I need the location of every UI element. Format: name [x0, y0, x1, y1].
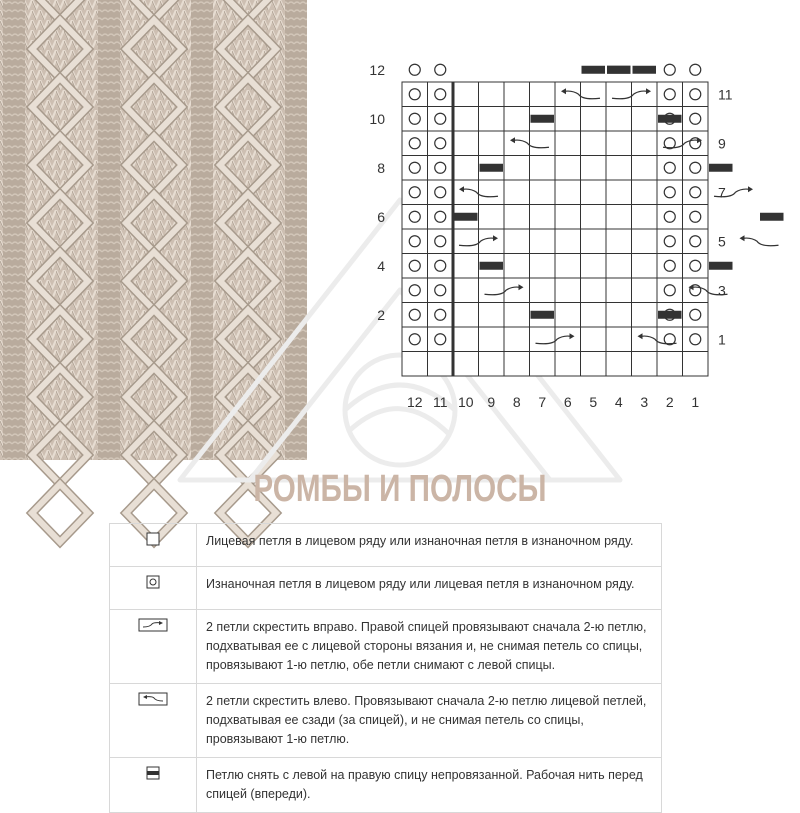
- purl-circle-icon: [146, 575, 160, 589]
- row-number-right: 11: [718, 86, 733, 103]
- row-labels-right: [718, 86, 733, 347]
- page-title: РОМБЫ И ПОЛОСЫ: [253, 468, 547, 510]
- purl-stitch: [664, 64, 675, 75]
- rib-strip: [98, 0, 120, 460]
- slip-stitch-mark: [531, 115, 555, 123]
- slip-stitch-mark: [633, 66, 657, 74]
- cable-diamond-shadow: [32, 484, 88, 542]
- column-number: 8: [512, 394, 521, 410]
- purl-stitch: [435, 64, 446, 75]
- legend-text: 2 петли скрестить вправо. Правой спицей провязывают сначала 2-ю петлю, подхватывая ее с лицевой стороны вязания и, не снимая петель со спицы, провязывают 1-ю петлю, обе петли снимают с левой спицы.: [197, 610, 662, 684]
- column-number: 1: [691, 394, 700, 410]
- legend-text: Лицевая петля в лицевом ряду или изнаночная петля в изнаночном ряду.: [197, 524, 662, 567]
- column-number: 11: [432, 394, 448, 410]
- rib-strip: [3, 0, 25, 460]
- legend-text: 2 петли скрестить влево. Провязывают сначала 2-ю петлю лицевой петлей, подхватывая ее сзади (за спицей), и не снимая петель со спицы, провязывают 1-ю петлю.: [197, 684, 662, 758]
- arrow-head: [748, 186, 753, 192]
- column-number: 4: [614, 394, 623, 410]
- row-labels-left: [369, 62, 385, 323]
- slip-stitch-mark: [658, 115, 682, 123]
- slip-stitch-mark: [607, 66, 631, 74]
- row-number-right: 7: [718, 184, 726, 201]
- slip-stitch-mark: [480, 262, 504, 270]
- slip-stitch-mark: [531, 311, 555, 319]
- legend-row-purl: [110, 567, 662, 610]
- slip-stitch-mark: [454, 213, 478, 221]
- column-number: 3: [640, 394, 649, 410]
- legend-row-slip: [110, 758, 662, 813]
- knitting-chart: [355, 61, 800, 440]
- column-number: 9: [487, 394, 496, 410]
- purl-stitch: [409, 64, 420, 75]
- slip-stitch-mark: [709, 164, 733, 172]
- column-number: 12: [406, 394, 423, 410]
- slip-stitch-mark: [582, 66, 606, 74]
- symbol-legend-table: [109, 523, 662, 813]
- purl-stitch: [690, 64, 701, 75]
- column-number: 6: [563, 394, 572, 410]
- legend-text: Изнаночная петля в лицевом ряду или лицевая петля в изнаночном ряду.: [197, 567, 662, 610]
- legend-row-cross-left: [110, 684, 662, 758]
- legend-text: Петлю снять с левой на правую спицу непровязанной. Рабочая нить перед спицей (впереди).: [197, 758, 662, 813]
- column-number: 2: [665, 394, 674, 410]
- row-number-right: 9: [718, 135, 726, 152]
- row-number-left: 12: [369, 61, 385, 78]
- row-number-right: 1: [718, 331, 726, 348]
- slip-stitch-mark: [658, 311, 682, 319]
- chart-grid: [402, 82, 708, 376]
- cross-left-mark: [744, 238, 779, 246]
- slip-stitch-icon: [146, 766, 160, 780]
- column-number: 10: [457, 394, 474, 410]
- row-number-right: 5: [718, 233, 726, 250]
- knit-square-icon: [146, 532, 160, 546]
- cable-diamond: [32, 484, 88, 542]
- cross-right-icon: [138, 618, 168, 632]
- legend-row-knit: [110, 524, 662, 567]
- row-number-left: 2: [377, 306, 385, 323]
- row-number-left: 10: [369, 110, 385, 127]
- slip-stitch-mark: [709, 262, 733, 270]
- column-number: 5: [589, 394, 598, 410]
- cross-left-icon: [138, 692, 168, 706]
- row-number-right: 3: [718, 282, 726, 299]
- row-number-left: 6: [377, 208, 385, 225]
- legend-row-cross-right: [110, 610, 662, 684]
- row-number-left: 4: [377, 257, 385, 274]
- column-number: 7: [538, 394, 547, 410]
- column-labels: [407, 394, 699, 410]
- slip-stitch-mark: [760, 213, 784, 221]
- row-number-left: 8: [377, 159, 385, 176]
- slip-stitch-mark: [480, 164, 504, 172]
- arrow-head: [740, 235, 745, 241]
